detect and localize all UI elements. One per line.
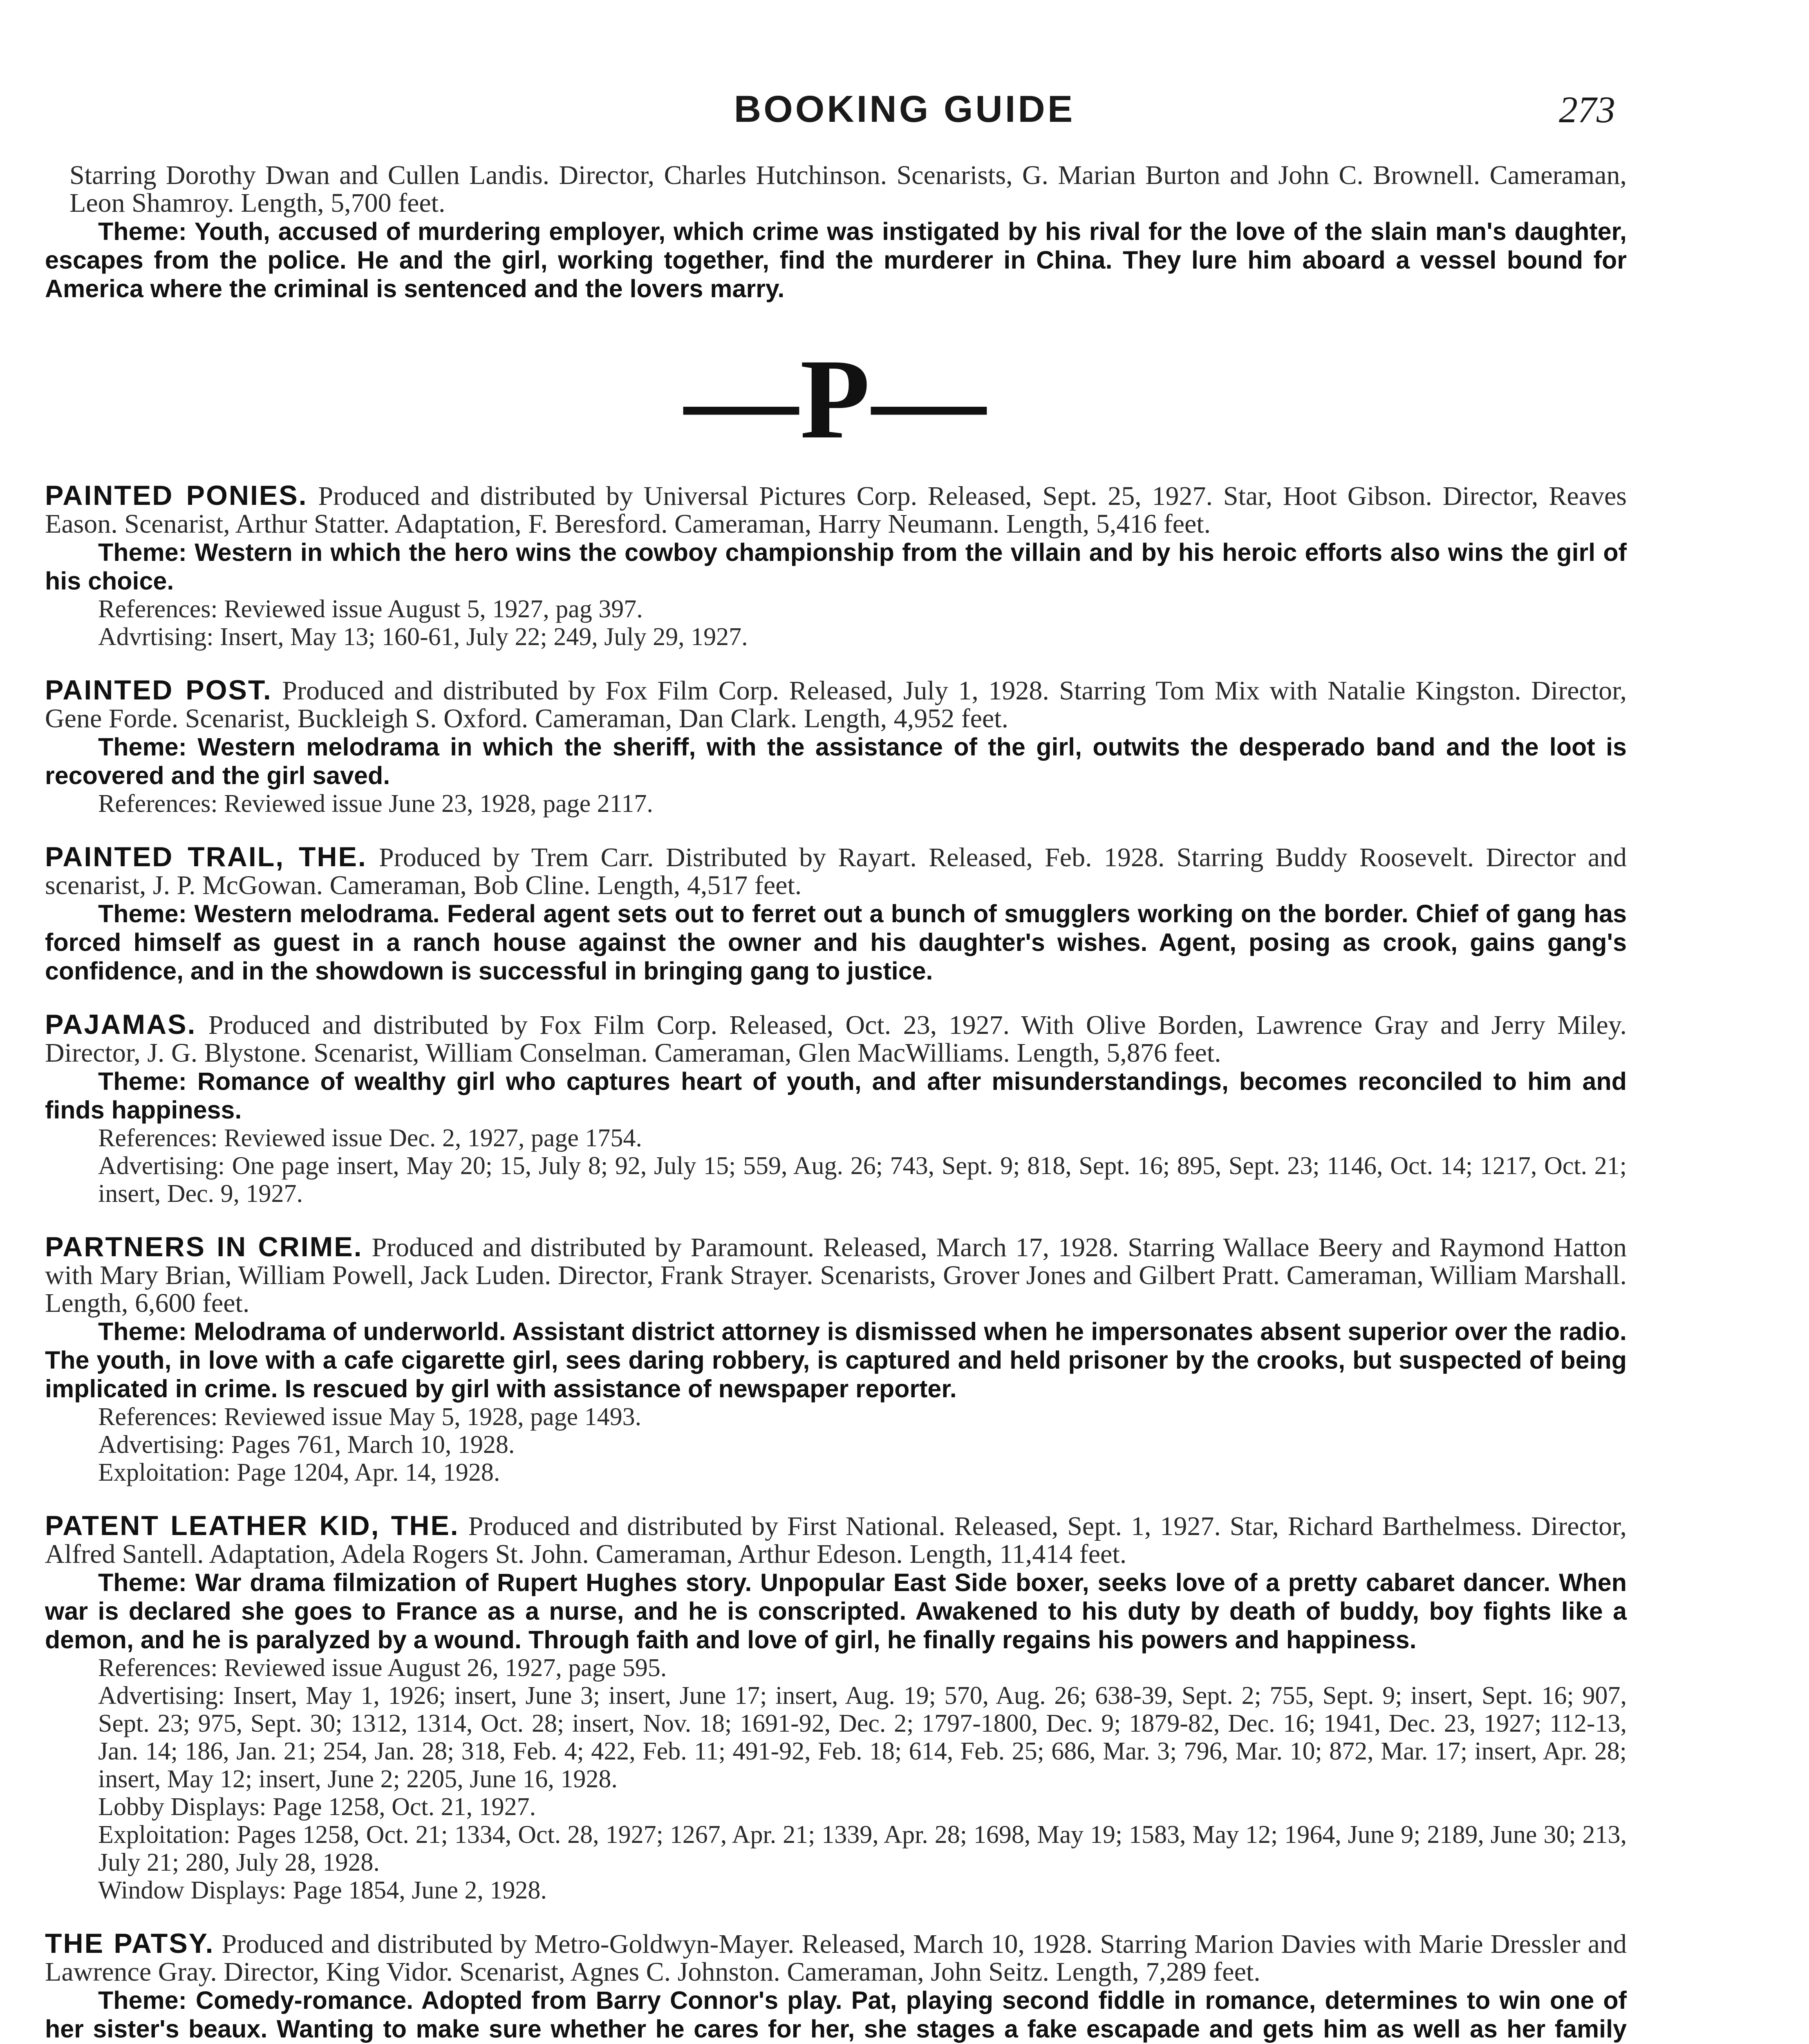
entry-heading	[45, 843, 1627, 899]
film-title: PARTNERS IN CRIME.	[45, 1231, 363, 1262]
film-theme: Theme: Romance of wealthy girl who captures heart of youth, and after misunderstandings, becomes reconciled to him and finds happiness.	[45, 1067, 1627, 1124]
reference-line: References: Reviewed issue August 5, 1927, pag 397.	[98, 595, 643, 623]
film-title: PATENT LEATHER KID, THE.	[45, 1510, 459, 1541]
film-credits: Produced and distributed by Metro-Goldwyn-Mayer. Released, March 10, 1928. Starring Marion Davies with Marie Dressler and Lawrence Gray. Director, King Vidor. Scenarist, Agnes C. Johnston. Cameraman, John Seitz. Length, 7,289 feet.	[45, 1929, 1627, 1987]
section-letter-heading: —P—	[684, 335, 988, 462]
entry-heading	[45, 1930, 1627, 1986]
film-credits: Produced by Trem Carr. Distributed by Rayart. Released, Feb. 1928. Starring Buddy Roosevelt. Director and scenarist, J. P. McGowan. Cameraman, Bob Cline. Length, 4,517 feet.	[45, 843, 1627, 900]
film-theme: Theme: Comedy-romance. Adopted from Barry Connor's play. Pat, playing second fiddle in romance, determines to win one of her sister's beaux. Wanting to make sure whether he cares for her, she stages a fake escapade and gets him as well as her family	[45, 1986, 1627, 2043]
running-title: BOOKING GUIDE	[734, 88, 1075, 130]
film-title: PAINTED PONIES.	[45, 480, 308, 511]
reference-line: Exploitation: Pages 1258, Oct. 21; 1334, Oct. 28, 1927; 1267, Apr. 21; 1339, Apr. 28; 1698, May 19; 1583, May 12; 1964, June 9; 2189, June 30; 213, July 21; 280, July 28, 1928.	[98, 1821, 1627, 1876]
page-header	[0, 88, 1809, 137]
intro-theme: Theme: Youth, accused of murdering employer, which crime was instigated by his rival for the love of the slain man's daughter, escapes from the police. He and the girl, working together, find the murderer in China. They lure him aboard a vessel bound for America where the criminal is sentenced and the lovers marry.	[45, 217, 1627, 303]
film-theme: Theme: Western melodrama. Federal agent sets out to ferret out a bunch of smugglers working on the border. Chief of gang has forced himself as guest in a ranch house against the owner and his daughter's wishes. Agent, posing as crook, gains gang's confidence, and in the showdown is successful in bringing gang to justice.	[45, 900, 1627, 985]
reference-line: References: Reviewed issue Dec. 2, 1927, page 1754.	[98, 1124, 642, 1152]
entry-heading	[45, 676, 1627, 733]
reference-line: Window Displays: Page 1854, June 2, 1928.	[98, 1876, 547, 1904]
film-entry	[45, 676, 1627, 818]
entry-heading	[45, 1512, 1627, 1568]
film-title: PAJAMAS.	[45, 1009, 197, 1040]
intro-credits: Starring Dorothy Dwan and Cullen Landis. Director, Charles Hutchinson. Scenarists, G. Marian Burton and John C. Brownell. Cameraman, Leon Shamroy. Length, 5,700 feet.	[69, 160, 1627, 218]
film-theme: Theme: Melodrama of underworld. Assistant district attorney is dismissed when he impersonates absent superior over the radio. The youth, in love with a cafe cigarette girl, sees daring robbery, is captured and held prisoner by the crooks, but suspected of being implicated in crime. Is rescued by girl with assistance of newspaper reporter.	[45, 1318, 1627, 1403]
reference-line: References: Reviewed issue May 5, 1928, page 1493.	[98, 1403, 642, 1431]
reference-line: References: Reviewed issue June 23, 1928, page 2117.	[98, 790, 653, 818]
entry-heading	[45, 1011, 1627, 1067]
film-credits: Produced and distributed by First National. Released, Sept. 1, 1927. Star, Richard Barthelmess. Director, Alfred Santell. Adaptation, Adela Rogers St. John. Cameraman, Arthur Edeson. Length, 11,414 feet.	[45, 1511, 1627, 1569]
entry-list	[45, 482, 1627, 2044]
film-theme: Theme: Western in which the hero wins the cowboy championship from the villain and by his heroic efforts also wins the girl of his choice.	[45, 538, 1627, 595]
film-theme: Theme: Western melodrama in which the sheriff, with the assistance of the girl, outwits the desperado band and the loot is recovered and the girl saved.	[45, 733, 1627, 789]
reference-line: Exploitation: Page 1204, Apr. 14, 1928.	[98, 1459, 500, 1486]
film-title: THE PATSY.	[45, 1928, 215, 1959]
reference-line: Advertising: Pages 761, March 10, 1928.	[98, 1431, 515, 1459]
film-entry	[45, 843, 1627, 985]
page-number: 273	[1559, 89, 1615, 130]
page-content	[45, 161, 1627, 2044]
film-credits: Produced and distributed by Fox Film Corp. Released, Oct. 23, 1927. With Olive Borden, Lawrence Gray and Jerry Miley. Director, J. G. Blystone. Scenarist, William Conselman. Cameraman, Glen MacWilliams. Length, 5,876 feet.	[45, 1010, 1627, 1068]
film-entry	[45, 1233, 1627, 1486]
film-theme: Theme: War drama filmization of Rupert Hughes story. Unpopular East Side boxer, seeks love of a pretty cabaret dancer. When war is declared she goes to France as a nurse, and he is conscripted. Awakened to his duty by death of buddy, boy fights like a demon, and he is paralyzed by a wound. Through faith and love of girl, he finally regains his powers and happiness.	[45, 1569, 1627, 1654]
film-entry	[45, 1930, 1627, 2044]
film-credits: Produced and distributed by Fox Film Corp. Released, July 1, 1928. Starring Tom Mix with Natalie Kingston. Director, Gene Forde. Scenarist, Buckleigh S. Oxford. Cameraman, Dan Clark. Length, 4,952 feet.	[45, 676, 1627, 733]
film-credits: Produced and distributed by Universal Pictures Corp. Released, Sept. 25, 1927. Star, Hoot Gibson. Director, Reaves Eason. Scenarist, Arthur Statter. Adaptation, F. Beresford. Cameraman, Harry Neumann. Length, 5,416 feet.	[45, 481, 1627, 539]
reference-line: References: Reviewed issue August 26, 1927, page 595.	[98, 1654, 667, 1682]
reference-line: Advertising: Insert, May 1, 1926; insert, June 3; insert, June 17; insert, Aug. 19; 570, Aug. 26; 638-39, Sept. 2; 755, Sept. 9; insert, Sept. 16; 907, Sept. 23; 975, Sept. 30; 1312, 1314, Oct. 28; insert, Nov. 18; 1691-92, Dec. 2; 1797-1800, Dec. 9; 1879-82, Dec. 16; 1941, Dec. 23, 1927; 112-13, Jan. 14; 186, Jan. 21; 254, Jan. 28; 318, Feb. 4; 422, Feb. 11; 491-92, Feb. 18; 614, Feb. 25; 686, Mar. 3; 796, Mar. 10; 872, Mar. 17; insert, Apr. 28; insert, May 12; insert, June 2; 2205, June 16, 1928.	[98, 1682, 1627, 1793]
reference-line: Advrtising: Insert, May 13; 160-61, July 22; 249, July 29, 1927.	[98, 623, 748, 651]
film-title: PAINTED POST.	[45, 675, 272, 706]
entry-heading	[45, 1233, 1627, 1317]
entry-heading	[45, 482, 1627, 538]
reference-line: Advertising: One page insert, May 20; 15, July 8; 92, July 15; 559, Aug. 26; 743, Sept. 9; 818, Sept. 16; 895, Sept. 23; 1146, Oct. 14; 1217, Oct. 21; insert, Dec. 9, 1927.	[98, 1152, 1627, 1208]
film-credits: Produced and distributed by Paramount. Released, March 17, 1928. Starring Wallace Beery and Raymond Hatton with Mary Brian, William Powell, Jack Luden. Director, Frank Strayer. Scenarists, Grover Jones and Gilbert Pratt. Cameraman, William Marshall. Length, 6,600 feet.	[45, 1233, 1627, 1318]
film-entry	[45, 1011, 1627, 1208]
reference-line: Lobby Displays: Page 1258, Oct. 21, 1927.	[98, 1793, 536, 1821]
film-title: PAINTED TRAIL, THE.	[45, 841, 367, 872]
film-entry	[45, 482, 1627, 651]
film-entry	[45, 1512, 1627, 1904]
